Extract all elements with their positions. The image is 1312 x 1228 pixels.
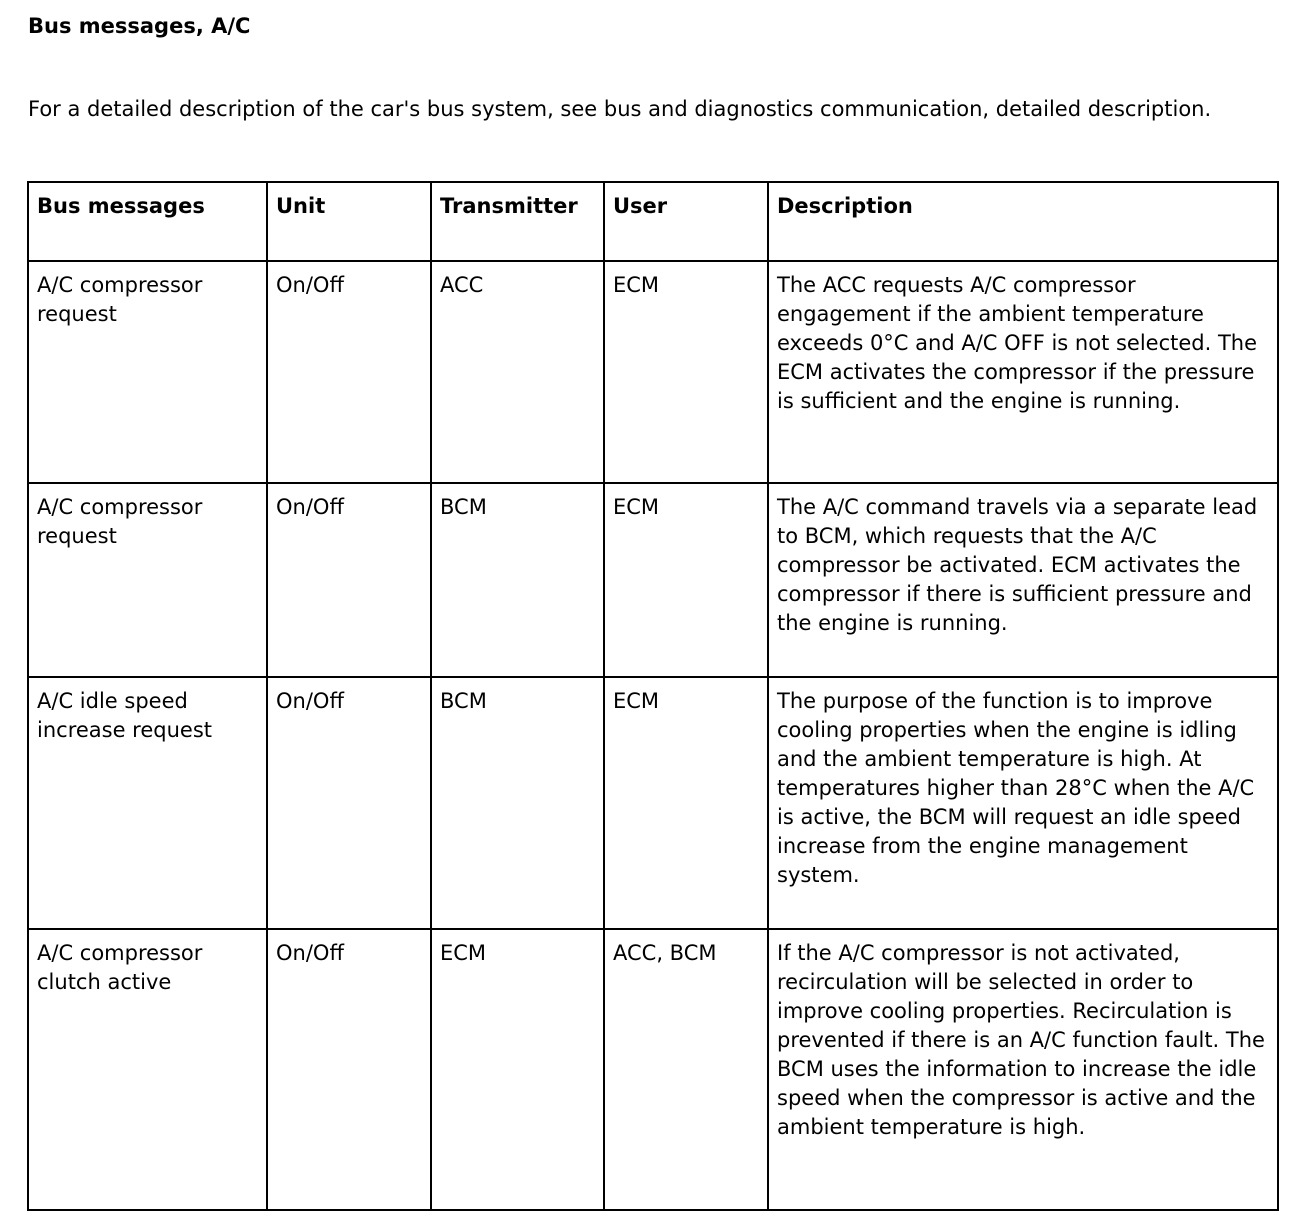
cell-unit: On/Off (267, 261, 431, 483)
header-unit: Unit (267, 182, 431, 261)
cell-message: A/C compressor clutch active (28, 929, 267, 1210)
page-title: Bus messages, A/C (28, 14, 251, 38)
cell-user: ECM (604, 261, 768, 483)
cell-transmitter: BCM (431, 677, 604, 929)
cell-transmitter: BCM (431, 483, 604, 677)
table-row (28, 261, 1278, 483)
cell-unit: On/Off (267, 483, 431, 677)
bus-messages-table (27, 181, 1279, 1211)
header-transmitter: Transmitter (431, 182, 604, 261)
table-row (28, 929, 1278, 1210)
intro-paragraph: For a detailed description of the car's bus system, see bus and diagnostics communication, detailed description. (28, 97, 1212, 121)
cell-message: A/C idle speed increase request (28, 677, 267, 929)
cell-description: The A/C command travels via a separate lead to BCM, which requests that the A/C compressor be activated. ECM activates the compressor if there is sufficient pressure and the engine is running. (768, 483, 1278, 677)
cell-user: ACC, BCM (604, 929, 768, 1210)
cell-transmitter: ECM (431, 929, 604, 1210)
cell-description: The purpose of the function is to improve cooling properties when the engine is idling and the ambient temperature is high. At temperatures higher than 28°C when the A/C is active, the BCM will request an idle speed increase from the engine management system. (768, 677, 1278, 929)
cell-message: A/C compressor request (28, 261, 267, 483)
cell-user: ECM (604, 677, 768, 929)
cell-user: ECM (604, 483, 768, 677)
cell-description: If the A/C compressor is not activated, recirculation will be selected in order to improve cooling properties. Recirculation is prevented if there is an A/C function fault. The BCM uses the information to increase the idle speed when the compressor is active and the ambient temperature is high. (768, 929, 1278, 1210)
header-bus-messages: Bus messages (28, 182, 267, 261)
cell-description: The ACC requests A/C compressor engagement if the ambient temperature exceeds 0°C and A/C OFF is not selected. The ECM activates the compressor if the pressure is sufficient and the engine is running. (768, 261, 1278, 483)
cell-message: A/C compressor request (28, 483, 267, 677)
header-description: Description (768, 182, 1278, 261)
table-row (28, 677, 1278, 929)
table-row (28, 483, 1278, 677)
cell-unit: On/Off (267, 929, 431, 1210)
cell-unit: On/Off (267, 677, 431, 929)
cell-transmitter: ACC (431, 261, 604, 483)
table-header-row (28, 182, 1278, 261)
header-user: User (604, 182, 768, 261)
